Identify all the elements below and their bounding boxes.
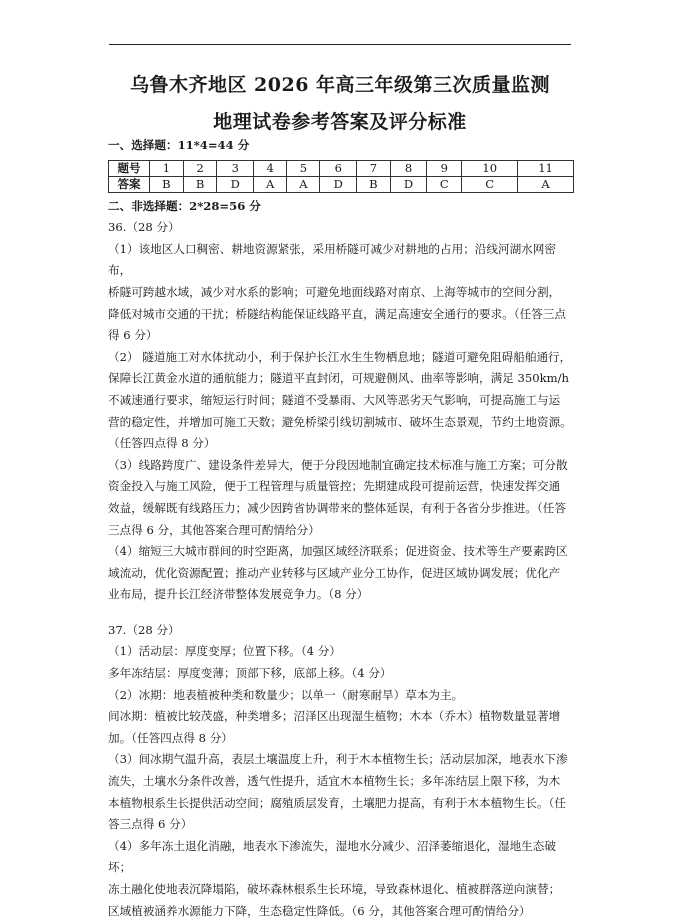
answer-row-label: 答案 [109,176,150,192]
q36-line: 得 6 分） [108,328,158,343]
answer-cell: B [150,176,184,192]
q37-line: （1）活动层：厚度变厚；位置下移。（4 分） [108,644,341,659]
q37-line: 流失，土壤水分条件改善，透气性提升，适宜木本植物生长；多年冻结层上限下移，为木 [108,774,561,789]
answer-cell: A [287,176,320,192]
answer-cell: C [427,176,462,192]
q37-line: （3）间冰期气温升高，表层土壤温度上升，利于木本植物生长；活动层加深，地表水下渗 [108,752,568,767]
answer-cell: B [183,176,217,192]
q36-line: 营的稳定性，并增加可施工天数；避免桥梁引线切割城市、破坏生态景观，节约土地资源。 [108,414,572,429]
question-number: 7 [357,160,391,176]
document-subtitle: 地理试卷参考答案及评分标准 [213,111,467,133]
q37-line: （4）多年冻土退化消融，地表水下渗流失，湿地水分减少、沼泽萎缩退化，湿地生态破坏； [108,838,556,875]
question-number: 8 [390,160,427,176]
answer-table [108,160,574,193]
q36-line: 桥隧可跨越水域，减少对水系的影响；可避免地面线路对南京、上海等城市的空间分割， [108,284,561,299]
q36-line: 资金投入与施工风险，便于工程管理与质量管控；先期建成段可提前运营，快速发挥交通 [108,479,561,494]
question-number: 4 [254,160,287,176]
section2-heading: 二、非选择题：2*28=56 分 [108,198,261,213]
answer-cell: C [462,176,518,192]
answer-content [108,135,578,922]
question-number: 1 [150,160,184,176]
question-number: 11 [518,160,574,176]
q37-line: （2）冰期：地表植被种类和数量少；以单一（耐寒耐旱）草本为主。 [108,687,464,702]
q37-heading: 37.（28 分） [108,622,180,637]
q36-line: （4）缩短三大城市群间的时空距离，加强区域经济联系；促进资金、技术等生产要素跨区 [108,544,568,559]
question-number: 3 [217,160,254,176]
exam-title: 乌鲁木齐地区 2026 年高三年级第三次质量监测 [129,74,551,96]
q37-line: 冻土融化使地表沉降塌陷，破坏森林根系生长环境，导致森林退化、植被群落逆向演替； [108,882,561,896]
q37-line: 区域植被涵养水源能力下降，生态稳定性降低。（6 分，其他答案合理可酌情给分） [108,903,531,918]
question-number: 9 [427,160,462,176]
q36-line: （1）该地区人口稠密、耕地资源紧张，采用桥隧可减少对耕地的占用；沿线河湖水网密布， [108,241,556,278]
q36-line: 保障长江黄金水道的通航能力；隧道平直封闭，可规避侧风、曲率等影响，满足 350km/h [108,371,569,386]
q36-line: 效益，缓解既有线路压力；减少因跨省协调带来的整体延误，有利于各省分步推进。（任答 [108,500,566,515]
answer-cell: D [390,176,427,192]
question-row-label: 题号 [109,160,150,176]
answer-cell: A [254,176,287,192]
q36-line: 降低对城市交通的干扰；桥隧结构能保证线路平直，满足高速安全通行的要求。（任答三点 [108,306,566,321]
question-number-row [109,160,574,176]
q36-line: （2） 隧道施工对水体扰动小，利于保护长江水生生物栖息地；隧道可避免阻碍船舶通行， [108,349,572,364]
question-number: 5 [287,160,320,176]
q36-line: （任答四点得 8 分） [108,436,216,451]
answer-cell: D [320,176,357,192]
question-number: 2 [183,160,217,176]
q37-line: 加。（任答四点得 8 分） [108,730,233,745]
q37-line: 间冰期：植被比较茂盛，种类增多；沼泽区出现湿生植物；木本（乔木）植物数量显著增 [108,709,561,724]
top-rule [109,44,571,45]
q36-line: 业布局，提升长江经济带整体发展竞争力。（8 分） [108,587,369,602]
question-number: 10 [462,160,518,176]
q37-line: 本植物根系生长提供活动空间；腐殖质层发育，土壤肥力提高，有利于木本植物生长。（任 [108,795,566,810]
q37-line: 答三点得 6 分） [108,817,193,832]
question-number: 6 [320,160,357,176]
answer-row [109,176,574,192]
answer-cell: B [357,176,391,192]
spacer [108,606,578,620]
section1-heading: 一、选择题：11*4=44 分 [108,138,250,152]
q36-line: （3）线路跨度广、建设条件差异大，便于分段因地制宜确定技术标准与施工方案；可分散 [108,457,568,472]
q36-line: 不减速通行要求，缩短运行时间；隧道不受暴雨、大风等恶劣天气影响，可提高施工与运 [108,392,561,407]
answer-cell: A [518,176,574,192]
q36-line: 域流动，优化资源配置；推动产业转移与区域产业分工协作，促进区域协调发展；优化产 [108,565,561,580]
q37-line: 多年冻结层：厚度变薄；顶部下移，底部上移。（4 分） [108,666,392,681]
q36-heading: 36.（28 分） [108,220,180,235]
answer-cell: D [217,176,254,192]
q36-line: 三点得 6 分，其他答案合理可酌情给分） [108,522,320,537]
